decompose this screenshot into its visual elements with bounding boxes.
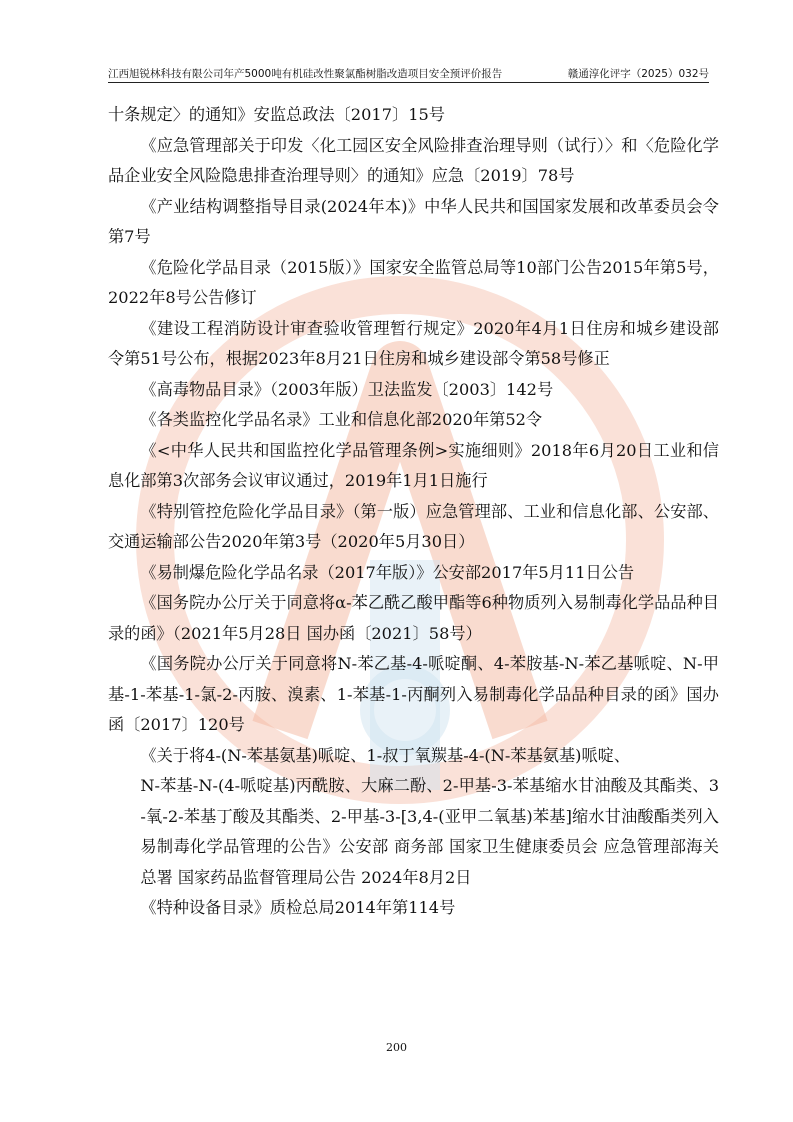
reference-item: 《应急管理部关于印发〈化工园区安全风险排查治理导则（试行）〉和〈危险化学品企业安全风险隐患排查治理导则〉的通知》应急〔2019〕78号 xyxy=(108,135,719,185)
reference-item: 《危险化学品目录（2015版）》国家安全监管总局等10部门公告2015年第5号，2022年8号公告修订 xyxy=(108,257,719,307)
reference-item: 《易制爆危险化学品名录（2017年版）》公安部2017年5月11日公告 xyxy=(140,562,635,582)
header-title: 江西旭锐林科技有限公司年产5000吨有机硅改性聚氯酯树脂改造项目安全预评价报告 xyxy=(108,68,503,80)
reference-item: 《特别管控危险化学品目录》（第一版）应急管理部、工业和信息化部、公安部、交通运输部公告2020年第3号（2020年5月30日） xyxy=(108,501,719,551)
header-report-number: 赣通淳化评字（2025）032号 xyxy=(567,68,709,80)
reference-item: 《国务院办公厅关于同意将N-苯乙基-4-哌啶酮、4-苯胺基-N-苯乙基哌啶、N-甲基-1-苯基-1-氯-2-丙胺、溴素、1-苯基-1-丙酮列入易制毒化学品品种目录的函》国办函〔2017〕120号 xyxy=(108,654,719,734)
reference-item-continuation xyxy=(108,771,719,893)
document-body xyxy=(108,100,719,924)
reference-item: 十条规定〉的通知》安监总政法〔2017〕15号 xyxy=(108,105,445,124)
reference-item: 《特种设备目录》质检总局2014年第114号 xyxy=(140,898,456,917)
reference-item: 《<中华人民共和国监控化学品管理条例>实施细则》2018年6月20日工业和信息化部第3次部务会议审议通过，2019年1月1日施行 xyxy=(108,440,719,490)
reference-item: 《高毒物品目录》（2003年版）卫法监发〔2003〕142号 xyxy=(140,379,554,399)
reference-item: 《产业结构调整指导目录(2024年本)》中华人民共和国国家发展和改革委员会令第7号 xyxy=(108,196,719,246)
page-header xyxy=(108,64,709,83)
reference-item: 《各类监控化学品名录》工业和信息化部2020年第52令 xyxy=(140,410,543,429)
reference-item: 《关于将4-(N-苯基氨基)哌啶、1-叔丁氧羰基-4-(N-苯基氨基)哌啶、 xyxy=(140,745,631,765)
reference-item: 《国务院办公厅关于同意将α-苯乙酰乙酸甲酯等6种物质列入易制毒化学品品种目录的函》（2021年5月28日 国办函〔2021〕58号） xyxy=(108,593,719,643)
page-number: 200 xyxy=(386,1041,407,1054)
reference-item: 《建设工程消防设计审查验收管理暂行规定》2020年4月1日住房和城乡建设部令第51号公布，根据2023年8月21日住房和城乡建设部令第58号修正 xyxy=(108,318,719,368)
reference-item-text: N-苯基-N-(4-哌啶基)丙酰胺、大麻二酚、2-甲基-3-苯基缩水甘油酸及其酯类、3-氧-2-苯基丁酸及其酯类、2-甲基-3-[3,4-(亚甲二氧基)苯基]缩水甘油酸酯类列入易制毒化学品管理的公告》公安部 商务部 国家卫生健康委员会 应急管理部海关总署 国家药品监督管理局公告 2024年8月2日 xyxy=(140,776,719,887)
